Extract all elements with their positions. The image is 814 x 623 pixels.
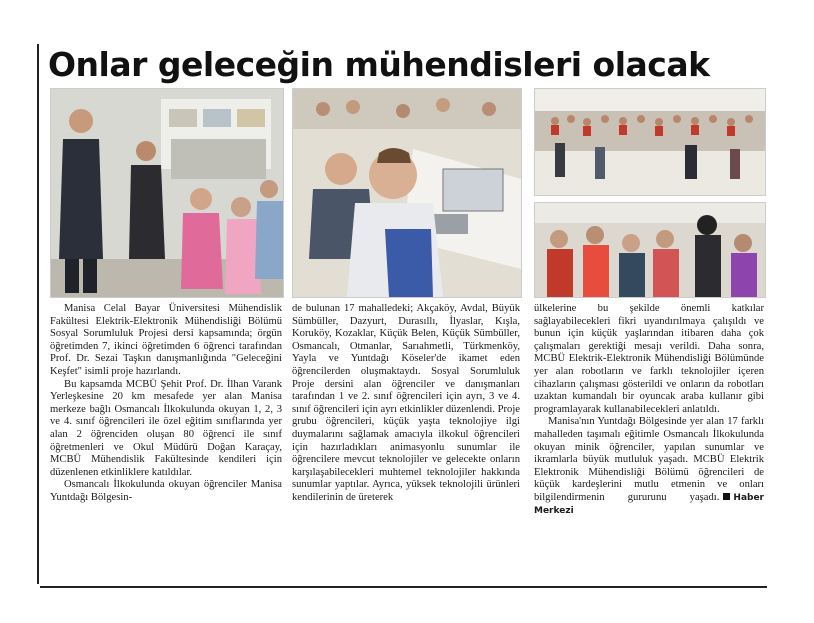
article-paragraph-last <box>534 416 764 517</box>
clipping-left-border <box>37 44 39 584</box>
clipping-bottom-border <box>40 586 767 588</box>
photo-auditorium-audience <box>534 88 766 196</box>
article-paragraph-text: Manisa'nın Yuntdağı Bölgesinde yer alan 17 farklı mahalleden taşımalı eğitimle Osmancalı İlkokulunda okuyan minik öğrenciler, yapılan sunumlar ve ikramlarla büyük mutluluk yaşadı. MCBÜ Elektrik Elektronik Mühendisliği Bölümü öğrencileri de küçük kardeşlerini mutlu etmenin ve onları bilgilendirmenin gururunu yaşadı. <box>534 416 764 503</box>
article-column-2 <box>292 303 520 505</box>
photo-boy-at-workbench <box>292 88 522 298</box>
article-paragraph: Bu kapsamda MCBÜ Şehit Prof. Dr. İlhan Varank Yerleşkesine 20 km mesafede yer alan Manisa merkeze bağlı Osmancalı İlkokulunda okuyan 1, 2, 3 ve 4. sınıf öğrencileri ile özel eğitim sınıflarında yer alan 2 öğrenciden oluşan 80 öğrenci ile sınıf öğretmenleri ve Okul Müdürü Doğan Karaçay, MCBÜ Mühendislik Fakültesinde kendileri için düzenlenen etkinliklere katıldılar. <box>50 378 282 478</box>
photo-professor-with-students <box>50 88 284 298</box>
article-paragraph: ülkelerine bu şekilde önemli katkılar sağlayabilecekleri fikri uyandırılmaya çalışıldı ve bunun için küçük yaşlarından itibaren daha çok çalışmaları gerektiği mesajı verildi. Daha sonra, MCBÜ Elektrik-Elektronik Mühendisliği Bölümünde yer alan robotların ve farklı teknolojiler içeren cihazların çalışması gösterildi ve onların da robotları uzaktan kumandalı bir oyuncak araba kullanır gibi programlayarak kullanabilecekleri anlatıldı. <box>534 303 764 415</box>
byline-square-icon <box>723 493 730 500</box>
article-headline: Onlar geleceğin mühendisleri olacak <box>48 45 710 84</box>
article-paragraph: Manisa Celal Bayar Üniversitesi Mühendislik Fakültesi Elektrik-Elektronik Mühendisliği Bölümü Sosyal Sorumluluk Projesi dersi kapsamında; örgün öğretimden 7, ikinci öğretimden 6 öğrenci tarafından Prof. Dr. Sezai Taşkın danışmanlığında "Geleceğini Keşfet" isimli proje hazırlandı. <box>50 303 282 377</box>
byline: Haber Merkezi <box>534 492 764 516</box>
photo-children-with-teacher <box>534 202 766 298</box>
article-column-3 <box>534 303 764 517</box>
article-column-1 <box>50 303 282 505</box>
article-paragraph: Osmancalı İlkokulunda okuyan öğrenciler Manisa Yuntdağı Bölgesin- <box>50 479 282 503</box>
article-paragraph: de bulunan 17 mahalledeki; Akçaköy, Avdal, Büyük Sümbüller, Dazyurt, Durasıllı, İlyaslar, Kışla, Koruköy, Kozaklar, Küçük Belen, Küçük Sümbüller, Osmancalı, Otmanlar, Sarıahmetli, Türkmenköy, Yayla ve Yuntdağı Köseler'de ikamet eden öğrencilerden oluşmaktaydı. Sosyal Sorumluluk Proje dersini alan öğrenciler ve danışmanları tarafından 1 ve 2. sınıf öğrencileri için ayrı, 3 ve 4. sınıf öğrencileri için ayrı etkinlikler düzenlendi. Proje grubu öğrencileri, küçük yaşta teknolojiye ilgi duymalarını sağlamak amacıyla ilkokul öğrencileri için hazırladıkları animasyonlu sunumlar ile öğrencilere mevcut teknolojiler ve gelecekte onların karşılaşabilecekleri muhtemel teknolojiler hakkında sunumlar yaptılar. Ayrıca, yüksek teknolojili ürünleri kendilerinin de üreterek <box>292 303 520 503</box>
